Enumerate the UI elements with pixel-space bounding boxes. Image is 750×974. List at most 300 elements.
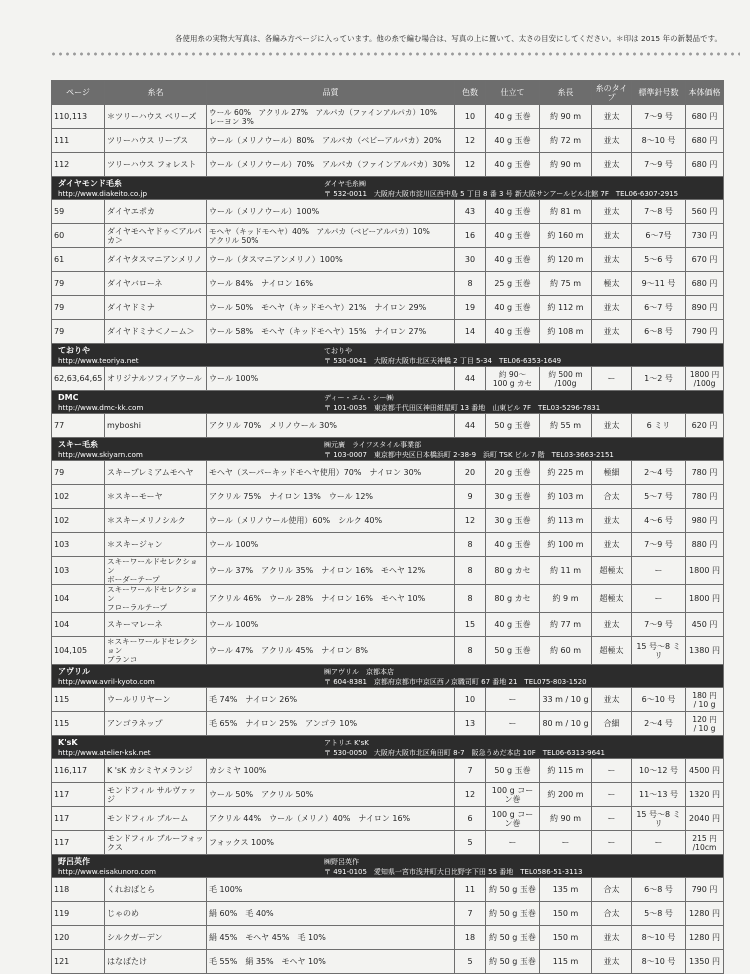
cell-packaging: 40 g 玉巻	[486, 613, 540, 637]
table-row	[52, 414, 724, 438]
table-row	[52, 272, 724, 296]
company-info	[324, 737, 723, 758]
company-name: ㈱アヴリル 京都本店	[324, 667, 394, 676]
cell-packaging: 約 90～ 100 g カセ	[486, 367, 540, 391]
cell-colors: 20	[455, 461, 486, 485]
cell-type: 超極太	[592, 557, 632, 585]
cell-price: 880 円	[686, 533, 724, 557]
cell-colors: 44	[455, 414, 486, 438]
section-header-cell	[52, 855, 724, 878]
cell-yarn-name: くれおばとら	[105, 878, 207, 902]
table-row	[52, 831, 724, 855]
section-header-row	[52, 736, 724, 759]
cell-page: 117	[52, 831, 105, 855]
cell-colors: 9	[455, 485, 486, 509]
cell-page: 79	[52, 296, 105, 320]
cell-packaging: ー	[486, 712, 540, 736]
cell-page: 120	[52, 926, 105, 950]
cell-quality: ウール（メリノウール）70% アルパカ（ファインアルパカ）30%	[207, 153, 455, 177]
cell-needle: 6～8 号	[632, 878, 686, 902]
cell-yarn-name: ＊スキージャン	[105, 533, 207, 557]
cell-type: 並太	[592, 200, 632, 224]
cell-page: 79	[52, 320, 105, 344]
cell-price: 1380 円	[686, 637, 724, 665]
brand-name-text: K'sK	[58, 737, 78, 747]
company-info	[324, 666, 723, 687]
cell-price: 1320 円	[686, 783, 724, 807]
cell-quality: 絹 45% モヘヤ 45% 毛 10%	[207, 926, 455, 950]
table-row	[52, 688, 724, 712]
cell-colors: 7	[455, 759, 486, 783]
cell-yarn-name: ＊スキーメリノシルク	[105, 509, 207, 533]
cell-length: 80 m / 10 g	[540, 712, 592, 736]
cell-page: 61	[52, 248, 105, 272]
cell-quality: ウール 100%	[207, 613, 455, 637]
cell-packaging: 40 g 玉巻	[486, 105, 540, 129]
cell-needle: 7～9 号	[632, 613, 686, 637]
cell-quality: ウール 84% ナイロン 16%	[207, 272, 455, 296]
page-note: 各使用糸の実物大写真は、各編み方ページに入っています。他の糸で編む場合は、写真の上に置いて、太さの目安にしてください。＊印は 2015 年の新製品です。	[175, 34, 722, 43]
cell-price: 790 円	[686, 320, 724, 344]
cell-yarn-name: はなばたけ	[105, 950, 207, 974]
cell-needle: 6～7 号	[632, 296, 686, 320]
cell-needle: ー	[632, 831, 686, 855]
cell-yarn-name: myboshi	[105, 414, 207, 438]
cell-type: 並太	[592, 105, 632, 129]
cell-type: 合細	[592, 712, 632, 736]
cell-yarn-name: モンドフィル サルヴァッジ	[105, 783, 207, 807]
cell-type: 並太	[592, 950, 632, 974]
cell-quality: ウール 50% モヘヤ（キッドモヘヤ）21% ナイロン 29%	[207, 296, 455, 320]
cell-packaging: 40 g 玉巻	[486, 296, 540, 320]
cell-colors: 6	[455, 807, 486, 831]
cell-quality: モヘヤ（キッドモヘヤ）40% アルパカ（ベビーアルパカ）10% アクリル 50%	[207, 224, 455, 248]
company-info	[324, 178, 723, 199]
cell-colors: 5	[455, 831, 486, 855]
header-needle: 標準針号数	[632, 81, 686, 105]
cell-price: 620 円	[686, 414, 724, 438]
cell-quality: ウール（メリノウール使用）60% シルク 40%	[207, 509, 455, 533]
cell-type: 合太	[592, 485, 632, 509]
cell-needle: 8～10 号	[632, 926, 686, 950]
cell-length: 約 72 m	[540, 129, 592, 153]
company-info	[324, 439, 723, 460]
cell-yarn-name: ＊スキーモーヤ	[105, 485, 207, 509]
cell-page: 112	[52, 153, 105, 177]
cell-type: 超極太	[592, 637, 632, 665]
cell-length: 115 m	[540, 950, 592, 974]
cell-needle: 8～10 号	[632, 129, 686, 153]
cell-colors: 10	[455, 688, 486, 712]
cell-quality: ウール（タスマニアンメリノ）100%	[207, 248, 455, 272]
cell-packaging: 40 g 玉巻	[486, 320, 540, 344]
cell-needle: 7～8 号	[632, 200, 686, 224]
cell-yarn-name: ＊スキーワールドセレクション ブランコ	[105, 637, 207, 665]
cell-quality: ウール 37% アクリル 35% ナイロン 16% モヘヤ 12%	[207, 557, 455, 585]
cell-price: 1280 円	[686, 926, 724, 950]
cell-needle: 11～13 号	[632, 783, 686, 807]
company-address: 〒 530-0050 大阪府大阪市北区角田町 8-7 阪急うめだ本店 10F TEL06-6313-9641	[324, 748, 605, 757]
cell-page: 79	[52, 272, 105, 296]
cell-quality: ウール（メリノウール）100%	[207, 200, 455, 224]
cell-packaging: 約 50 g 玉巻	[486, 950, 540, 974]
cell-quality: アクリル 46% ウール 28% ナイロン 16% モヘヤ 10%	[207, 585, 455, 613]
cell-price: 680 円	[686, 153, 724, 177]
cell-colors: 8	[455, 533, 486, 557]
cell-packaging: 80 g カセ	[486, 557, 540, 585]
brand-name	[52, 345, 139, 366]
cell-page: 102	[52, 509, 105, 533]
table-row	[52, 485, 724, 509]
company-address: 〒 604-8381 京都府京都市中京区西ノ京職司町 67 番地 21 TEL075-803-1520	[324, 677, 587, 686]
cell-length: 約 90 m	[540, 153, 592, 177]
cell-quality: ウール 100%	[207, 367, 455, 391]
section-header-cell	[52, 391, 724, 414]
cell-needle: 6～8 号	[632, 320, 686, 344]
cell-page: 117	[52, 807, 105, 831]
cell-length: 約 75 m	[540, 272, 592, 296]
cell-yarn-name: ダイヤドミナ	[105, 296, 207, 320]
cell-yarn-name: モンドフィル ブルーフォックス	[105, 831, 207, 855]
cell-length: 約 11 m	[540, 557, 592, 585]
cell-packaging: 100 g コーン巻	[486, 783, 540, 807]
cell-page: 104	[52, 613, 105, 637]
brand-url[interactable]: http://www.dmc-kk.com	[58, 402, 144, 412]
cell-price: 1800 円	[686, 585, 724, 613]
cell-type: 並太	[592, 926, 632, 950]
cell-yarn-name: ダイヤバローネ	[105, 272, 207, 296]
brand-name	[52, 856, 156, 877]
table-row	[52, 105, 724, 129]
cell-length: 約 160 m	[540, 224, 592, 248]
cell-colors: 8	[455, 557, 486, 585]
cell-needle: 15 号～8 ミリ	[632, 637, 686, 665]
section-header-row	[52, 665, 724, 688]
cell-type: 並太	[592, 414, 632, 438]
cell-colors: 30	[455, 248, 486, 272]
cell-length: 33 m / 10 g	[540, 688, 592, 712]
cell-packaging: 40 g 玉巻	[486, 153, 540, 177]
cell-price: 180 円 / 10 g	[686, 688, 724, 712]
cell-price: 215 円 /10cm	[686, 831, 724, 855]
brand-name-text: DMC	[58, 392, 79, 402]
table-row	[52, 248, 724, 272]
cell-length: 150 m	[540, 926, 592, 950]
cell-yarn-name: K 'sK カシミヤメランジ	[105, 759, 207, 783]
header-yarn-name: 糸名	[105, 81, 207, 105]
section-header-row	[52, 438, 724, 461]
cell-length: ー	[540, 831, 592, 855]
cell-type: 並太	[592, 248, 632, 272]
cell-packaging: ー	[486, 831, 540, 855]
cell-quality: 毛 65% ナイロン 25% アンゴラ 10%	[207, 712, 455, 736]
section-header-row	[52, 855, 724, 878]
cell-type: 並太	[592, 688, 632, 712]
cell-packaging: 100 g コーン巻	[486, 807, 540, 831]
table-row	[52, 509, 724, 533]
cell-type: 並太	[592, 320, 632, 344]
cell-type: 極太	[592, 272, 632, 296]
cell-quality: ウール 100%	[207, 533, 455, 557]
table-row	[52, 637, 724, 665]
company-address: 〒 532-0011 大阪府大阪市淀川区西中島 5 丁目 8 番 3 号 新大阪サンアールビル北館 7F TEL06-6307-2915	[324, 189, 679, 198]
cell-page: 60	[52, 224, 105, 248]
cell-type: ー	[592, 831, 632, 855]
table-row	[52, 533, 724, 557]
brand-name	[52, 439, 143, 460]
brand-name-text: スキー毛糸	[58, 439, 98, 449]
cell-colors: 15	[455, 613, 486, 637]
table-row	[52, 759, 724, 783]
cell-length: 約 60 m	[540, 637, 592, 665]
cell-page: 103	[52, 533, 105, 557]
brand-url[interactable]: http://www.eisakunoro.com	[58, 866, 156, 876]
table-row	[52, 320, 724, 344]
cell-quality: アクリル 44% ウール（メリノ）40% ナイロン 16%	[207, 807, 455, 831]
cell-price: 2040 円	[686, 807, 724, 831]
cell-price: 1800 円 /100g	[686, 367, 724, 391]
header-price: 本体価格	[686, 81, 724, 105]
cell-yarn-name: じゃのめ	[105, 902, 207, 926]
cell-length: 約 120 m	[540, 248, 592, 272]
cell-packaging: 40 g 玉巻	[486, 533, 540, 557]
section-header-cell	[52, 344, 724, 367]
cell-type: 並太	[592, 129, 632, 153]
section-header-cell	[52, 177, 724, 200]
cell-page: 103	[52, 557, 105, 585]
cell-page: 117	[52, 783, 105, 807]
cell-needle: ー	[632, 557, 686, 585]
cell-quality: ウール 58% モヘヤ（キッドモヘヤ）15% ナイロン 27%	[207, 320, 455, 344]
table-row	[52, 926, 724, 950]
cell-colors: 7	[455, 902, 486, 926]
cell-price: 680 円	[686, 129, 724, 153]
cell-length: 約 112 m	[540, 296, 592, 320]
brand-name	[52, 392, 143, 413]
cell-type: 並太	[592, 224, 632, 248]
cell-price: 670 円	[686, 248, 724, 272]
company-name: ディー・エム・シー㈱	[324, 393, 394, 402]
cell-yarn-name: スキーマレーネ	[105, 613, 207, 637]
brand-url[interactable]: http://www.atelier-ksk.net	[58, 747, 151, 757]
yarn-table	[51, 80, 724, 974]
cell-price: 1280 円	[686, 902, 724, 926]
cell-page: 104,105	[52, 637, 105, 665]
header-quality: 品質	[207, 81, 455, 105]
table-row	[52, 557, 724, 585]
cell-packaging: 50 g 玉巻	[486, 414, 540, 438]
header-page: ページ	[52, 81, 105, 105]
cell-length: 135 m	[540, 878, 592, 902]
cell-length: 約 81 m	[540, 200, 592, 224]
cell-page: 77	[52, 414, 105, 438]
section-header-cell	[52, 665, 724, 688]
cell-price: 980 円	[686, 509, 724, 533]
company-address: 〒 491-0105 愛知県一宮市浅井町大日比野字下田 55 番地 TEL0586-51-3113	[324, 867, 583, 876]
cell-needle: 6～10 号	[632, 688, 686, 712]
cell-colors: 44	[455, 367, 486, 391]
cell-length: 約 103 m	[540, 485, 592, 509]
brand-name-text: 野呂英作	[58, 856, 90, 866]
cell-length: 約 77 m	[540, 613, 592, 637]
cell-packaging: 50 g 玉巻	[486, 759, 540, 783]
cell-needle: 15 号～8 ミリ	[632, 807, 686, 831]
cell-needle: 10～12 号	[632, 759, 686, 783]
cell-length: 約 113 m	[540, 509, 592, 533]
brand-name-text: アヴリル	[58, 666, 90, 676]
cell-length: 約 9 m	[540, 585, 592, 613]
cell-page: 59	[52, 200, 105, 224]
cell-page: 79	[52, 461, 105, 485]
table-row	[52, 461, 724, 485]
cell-page: 111	[52, 129, 105, 153]
cell-packaging: 40 g 玉巻	[486, 224, 540, 248]
cell-page: 110,113	[52, 105, 105, 129]
cell-yarn-name: アンゴラネップ	[105, 712, 207, 736]
table-row	[52, 878, 724, 902]
cell-page: 102	[52, 485, 105, 509]
cell-price: 790 円	[686, 878, 724, 902]
cell-colors: 12	[455, 153, 486, 177]
cell-yarn-name: ダイヤモヘヤドゥ＜アルパカ＞	[105, 224, 207, 248]
cell-price: 780 円	[686, 461, 724, 485]
brand-url[interactable]: http://www.avril-kyoto.com	[58, 676, 155, 686]
cell-type: ー	[592, 759, 632, 783]
cell-price: 450 円	[686, 613, 724, 637]
cell-needle: 2～4 号	[632, 461, 686, 485]
table-row	[52, 902, 724, 926]
cell-needle: 7～9 号	[632, 153, 686, 177]
cell-colors: 13	[455, 712, 486, 736]
cell-page: 116,117	[52, 759, 105, 783]
header-length: 糸長	[540, 81, 592, 105]
cell-packaging: 20 g 玉巻	[486, 461, 540, 485]
cell-length: 約 55 m	[540, 414, 592, 438]
cell-yarn-name: スキーワールドセレクション フローラルテープ	[105, 585, 207, 613]
cell-colors: 14	[455, 320, 486, 344]
cell-price: 890 円	[686, 296, 724, 320]
cell-colors: 11	[455, 878, 486, 902]
cell-quality: アクリル 70% メリノウール 30%	[207, 414, 455, 438]
cell-type: 合太	[592, 902, 632, 926]
cell-price: 680 円	[686, 272, 724, 296]
section-header-row	[52, 391, 724, 414]
brand-name	[52, 737, 151, 758]
cell-type: 並太	[592, 533, 632, 557]
brand-url[interactable]: http://www.teoriya.net	[58, 355, 139, 365]
cell-packaging: 40 g 玉巻	[486, 129, 540, 153]
cell-price: 560 円	[686, 200, 724, 224]
cell-needle: 9～11 号	[632, 272, 686, 296]
cell-page: 104	[52, 585, 105, 613]
company-name: ダイヤ毛糸㈱	[324, 179, 366, 188]
table-row	[52, 950, 724, 974]
table-row	[52, 613, 724, 637]
cell-type: ー	[592, 367, 632, 391]
cell-packaging: 50 g 玉巻	[486, 637, 540, 665]
cell-type: 合太	[592, 878, 632, 902]
cell-packaging: 25 g 玉巻	[486, 272, 540, 296]
cell-price: 680 円	[686, 105, 724, 129]
cell-colors: 8	[455, 637, 486, 665]
brand-url[interactable]: http://www.diakeito.co.jp	[58, 188, 148, 198]
cell-length: 約 90 m	[540, 105, 592, 129]
cell-length: 約 108 m	[540, 320, 592, 344]
table-row	[52, 153, 724, 177]
cell-length: 約 200 m	[540, 783, 592, 807]
table-row	[52, 224, 724, 248]
cell-packaging: 80 g カセ	[486, 585, 540, 613]
cell-colors: 18	[455, 926, 486, 950]
table-row	[52, 200, 724, 224]
cell-colors: 10	[455, 105, 486, 129]
cell-page: 121	[52, 950, 105, 974]
cell-quality: フォックス 100%	[207, 831, 455, 855]
company-address: 〒 103-0007 東京都中央区日本橋浜町 2-38-9 浜町 TSK ビル 7 階 TEL03-3663-2151	[324, 450, 614, 459]
cell-colors: 8	[455, 272, 486, 296]
cell-quality: 毛 100%	[207, 878, 455, 902]
brand-url[interactable]: http://www.skiyarn.com	[58, 449, 143, 459]
section-header-cell	[52, 736, 724, 759]
cell-quality: 毛 55% 絹 35% モヘヤ 10%	[207, 950, 455, 974]
cell-type: 並太	[592, 613, 632, 637]
cell-colors: 12	[455, 129, 486, 153]
table-row	[52, 367, 724, 391]
cell-yarn-name: ダイヤドミナ＜ノーム＞	[105, 320, 207, 344]
cell-needle: 8～10 号	[632, 950, 686, 974]
cell-page: 118	[52, 878, 105, 902]
cell-packaging: 30 g 玉巻	[486, 485, 540, 509]
cell-needle: 4～6 号	[632, 509, 686, 533]
cell-yarn-name: ダイヤエポカ	[105, 200, 207, 224]
cell-length: 約 500 m /100g	[540, 367, 592, 391]
cell-type: 超極太	[592, 585, 632, 613]
brand-name-text: ておりや	[58, 345, 90, 355]
cell-quality: ウール 60% アクリル 27% アルパカ（ファインアルパカ）10% レーヨン 3%	[207, 105, 455, 129]
company-name: アトリエ K'sK	[324, 738, 369, 747]
cell-quality: 絹 60% 毛 40%	[207, 902, 455, 926]
cell-packaging: ー	[486, 688, 540, 712]
cell-needle: 7～9 号	[632, 105, 686, 129]
table-header-row	[52, 81, 724, 105]
cell-length: 約 100 m	[540, 533, 592, 557]
cell-yarn-name: ウールリリヤーン	[105, 688, 207, 712]
company-address: 〒 101-0035 東京都千代田区神田紺屋町 13 番地 山東ビル 7F TEL03-5296-7831	[324, 403, 601, 412]
cell-yarn-name: オリジナルソフィアウール	[105, 367, 207, 391]
cell-page: 115	[52, 688, 105, 712]
brand-name	[52, 666, 155, 687]
cell-type: ー	[592, 783, 632, 807]
cell-length: 150 m	[540, 902, 592, 926]
cell-price: 1350 円	[686, 950, 724, 974]
cell-needle: 5～6 号	[632, 248, 686, 272]
header-packaging: 仕立て	[486, 81, 540, 105]
cell-needle: 5～8 号	[632, 902, 686, 926]
table-row	[52, 807, 724, 831]
header-type: 糸のタイプ	[592, 81, 632, 105]
company-info	[324, 392, 723, 413]
cell-type: 極細	[592, 461, 632, 485]
cell-needle: 7～9 号	[632, 533, 686, 557]
cell-colors: 19	[455, 296, 486, 320]
cell-needle: 1～2 号	[632, 367, 686, 391]
cell-colors: 16	[455, 224, 486, 248]
cell-yarn-name: ダイヤタスマニアンメリノ	[105, 248, 207, 272]
cell-type: ー	[592, 807, 632, 831]
table-row	[52, 129, 724, 153]
section-header-row	[52, 344, 724, 367]
brand-name-text: ダイヤモンド毛糸	[58, 178, 122, 188]
